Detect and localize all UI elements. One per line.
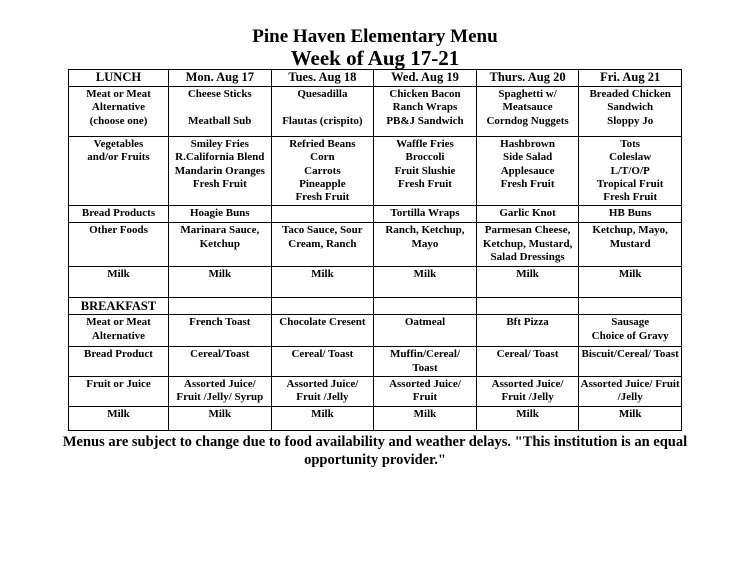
breakfast-row-bread xyxy=(69,347,682,377)
day-header-mon: Mon. Aug 17 xyxy=(169,70,272,87)
menu-cell: Assorted Juice/ Fruit /Jelly/ Syrup xyxy=(169,377,272,407)
menu-table xyxy=(68,69,682,431)
menu-cell: Cereal/Toast xyxy=(169,347,272,377)
menu-cell: French Toast xyxy=(169,315,272,347)
disclaimer-note: Menus are subject to change due to food availability and weather delays. "This institution is an equal opportunity provider." xyxy=(62,434,688,468)
menu-cell xyxy=(271,206,374,223)
menu-cell: Assorted Juice/ Fruit /Jelly xyxy=(271,377,374,407)
menu-cell: Breaded Chicken Sandwich Sloppy Jo xyxy=(579,87,682,137)
menu-cell: Chocolate Cresent xyxy=(271,315,374,347)
menu-cell: Hoagie Buns xyxy=(169,206,272,223)
menu-cell xyxy=(374,298,477,315)
menu-cell: Hashbrown Side Salad Applesauce Fresh Fruit xyxy=(476,137,579,206)
day-header-tue: Tues. Aug 18 xyxy=(271,70,374,87)
menu-cell: Milk xyxy=(476,267,579,298)
menu-cell: Milk xyxy=(271,407,374,431)
menu-cell: Bft Pizza xyxy=(476,315,579,347)
row-label: Meat or Meat Alternative (choose one) xyxy=(69,87,169,137)
menu-cell: Assorted Juice/ Fruit xyxy=(374,377,477,407)
menu-cell: Quesadilla Flautas (crispito) xyxy=(271,87,374,137)
row-label: Meat or Meat Alternative xyxy=(69,315,169,347)
menu-cell: Taco Sauce, Sour Cream, Ranch xyxy=(271,223,374,267)
row-label: Bread Products xyxy=(69,206,169,223)
lunch-header-row xyxy=(69,70,682,87)
lunch-row-bread xyxy=(69,206,682,223)
lunch-row-meat xyxy=(69,87,682,137)
menu-cell: Smiley Fries R.California Blend Mandarin Oranges Fresh Fruit xyxy=(169,137,272,206)
menu-cell: Ketchup, Mayo, Mustard xyxy=(579,223,682,267)
menu-cell: Milk xyxy=(169,267,272,298)
menu-cell xyxy=(271,298,374,315)
row-label: Other Foods xyxy=(69,223,169,267)
menu-cell: Waffle Fries Broccoli Fruit Slushie Fresh Fruit xyxy=(374,137,477,206)
menu-cell xyxy=(169,298,272,315)
menu-cell xyxy=(579,298,682,315)
menu-cell: Parmesan Cheese, Ketchup, Mustard, Salad Dressings xyxy=(476,223,579,267)
row-label: Milk xyxy=(69,267,169,298)
menu-cell: Cereal/ Toast xyxy=(476,347,579,377)
breakfast-row-meat xyxy=(69,315,682,347)
menu-cell: Tots Coleslaw L/T/O/P Tropical Fruit Fresh Fruit xyxy=(579,137,682,206)
lunch-row-milk xyxy=(69,267,682,298)
menu-cell: Milk xyxy=(374,267,477,298)
breakfast-section-label: BREAKFAST xyxy=(69,298,169,315)
menu-cell: Marinara Sauce, Ketchup xyxy=(169,223,272,267)
lunch-row-vegetables xyxy=(69,137,682,206)
row-label: Vegetables and/or Fruits xyxy=(69,137,169,206)
menu-cell: Milk xyxy=(476,407,579,431)
breakfast-row-milk xyxy=(69,407,682,431)
menu-cell: Ranch, Ketchup, Mayo xyxy=(374,223,477,267)
menu-cell: Biscuit/Cereal/ Toast xyxy=(579,347,682,377)
menu-cell xyxy=(476,298,579,315)
menu-cell: Milk xyxy=(374,407,477,431)
menu-cell: Milk xyxy=(169,407,272,431)
menu-cell: Cereal/ Toast xyxy=(271,347,374,377)
menu-cell: Refried Beans Corn Carrots Pineapple Fresh Fruit xyxy=(271,137,374,206)
menu-cell: Milk xyxy=(579,267,682,298)
day-header-fri: Fri. Aug 21 xyxy=(579,70,682,87)
lunch-row-other xyxy=(69,223,682,267)
menu-cell: Sausage Choice of Gravy xyxy=(579,315,682,347)
menu-cell: Muffin/Cereal/ Toast xyxy=(374,347,477,377)
row-label: Milk xyxy=(69,407,169,431)
menu-cell: Assorted Juice/ Fruit /Jelly xyxy=(579,377,682,407)
menu-cell: Milk xyxy=(271,267,374,298)
week-heading: Week of Aug 17-21 xyxy=(290,46,460,70)
menu-cell: Spaghetti w/ Meatsauce Corndog Nuggets xyxy=(476,87,579,137)
menu-cell: Milk xyxy=(579,407,682,431)
row-label: Bread Product xyxy=(69,347,169,377)
day-header-thu: Thurs. Aug 20 xyxy=(476,70,579,87)
menu-cell: Chicken Bacon Ranch Wraps PB&J Sandwich xyxy=(374,87,477,137)
menu-cell: Garlic Knot xyxy=(476,206,579,223)
breakfast-header-row xyxy=(69,298,682,315)
menu-title: Pine Haven Elementary Menu xyxy=(252,26,498,47)
menu-cell: HB Buns xyxy=(579,206,682,223)
menu-cell: Oatmeal xyxy=(374,315,477,347)
menu-cell: Cheese Sticks Meatball Sub xyxy=(169,87,272,137)
breakfast-row-fruit xyxy=(69,377,682,407)
row-label: Fruit or Juice xyxy=(69,377,169,407)
menu-cell: Assorted Juice/ Fruit /Jelly xyxy=(476,377,579,407)
menu-cell: Tortilla Wraps xyxy=(374,206,477,223)
lunch-section-label: LUNCH xyxy=(69,70,169,87)
day-header-wed: Wed. Aug 19 xyxy=(374,70,477,87)
